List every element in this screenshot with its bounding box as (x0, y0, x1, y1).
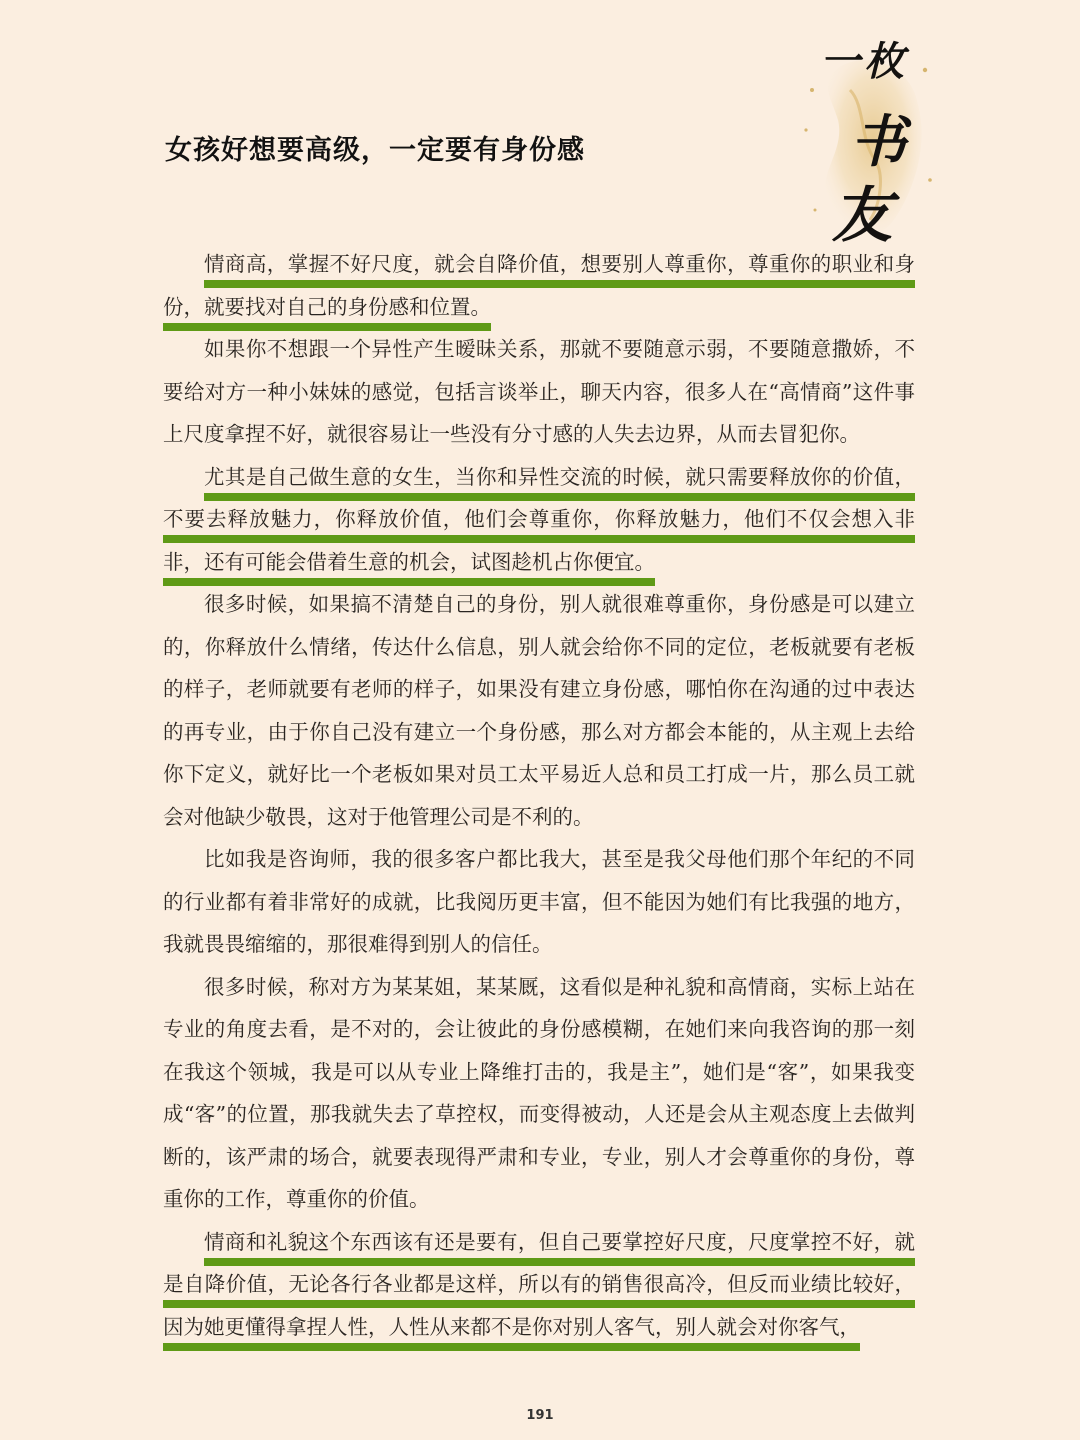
highlighted-text: 情商和礼貌这个东西该有还是要有，但自己要掌控好尺度，尺度掌控不好，就是自降价值，无论各行各业都是这样，所以有的销售很高冷，但反而业绩比较好，因为她更懂得拿捏人性，人性从来都不是你对别人客气，别人就会对你客气， (163, 1229, 915, 1339)
logo-char-yimei: 一枚 (820, 38, 908, 85)
logo-char-shu: 书 (850, 109, 906, 175)
book-friend-logo (790, 10, 940, 250)
body-text (163, 243, 915, 1348)
highlighted-text: 情商高，掌握不好尺度，就会自降价值，想要别人尊重你，尊重你的职业和身份，就要找对自己的身份感和位置。 (163, 252, 915, 319)
highlighted-text: 尤其是自己做生意的女生，当你和异性交流的时候，就只需要释放你的价值，不要去释放魅力，你释放价值，他们会尊重你，你释放魅力，他们不仅会想入非非，还有可能会借着生意的机会，试图趁机占你便宜。 (163, 464, 915, 574)
paragraph (163, 1221, 915, 1349)
paragraph (163, 456, 915, 584)
paragraph: 很多时候，称对方为某某姐，某某厩，这看似是种礼貌和高情商，实标上站在专业的角度去看，是不对的，会让彼此的身份感模糊，在她们来向我咨询的那一刻在我这个领城，我是可以从专业上降维打击的，我是主”，她们是“客”，如果我变成“客”的位置，那我就失去了草控权，而变得被动，人还是会从主观态度上去做判断的，该严肃的场合，就要表现得严肃和专业，专业，别人才会尊重你的身份，尊重你的工作，尊重你的价值。 (163, 974, 915, 1211)
chapter-title: 女孩好想要高级，一定要有身份感 (165, 135, 585, 166)
logo-char-you: 友 (832, 181, 892, 251)
paragraph: 比如我是咨询师，我的很多客户都比我大，甚至是我父母他们那个年纪的不同的行业都有着非常好的成就，比我阅历更丰富，但不能因为她们有比我强的地方，我就畏畏缩缩的，那很难得到别人的信任。 (163, 847, 915, 956)
paragraph: 很多时候，如果搞不清楚自己的身份，别人就很难尊重你，身份感是可以建立的，你释放什么情绪，传达什么信息，别人就会给你不同的定位，老板就要有老板的样子，老师就要有老师的样子，如果没有建立身份感，哪怕你在沟通的过中表达的再专业，由于你自己没有建立一个身份感，那么对方都会本能的，从主观上去给你下定义，就好比一个老板如果对员工太平易近人总和员工打成一片，那么员工就会对他缺少敬畏，这对于他管理公司是不利的。 (163, 592, 915, 829)
paragraph: 如果你不想跟一个异性产生暧昧关系，那就不要随意示弱，不要随意撒娇，不要给对方一种小妹妹的感觉，包括言谈举止，聊天内容，很多人在“高情商”这件事上尺度拿捏不好，就很容易让一些没有分寸感的人失去边界，从而去冒犯你。 (163, 337, 915, 446)
paragraph (163, 243, 915, 328)
page-number: 191 (526, 1408, 554, 1423)
